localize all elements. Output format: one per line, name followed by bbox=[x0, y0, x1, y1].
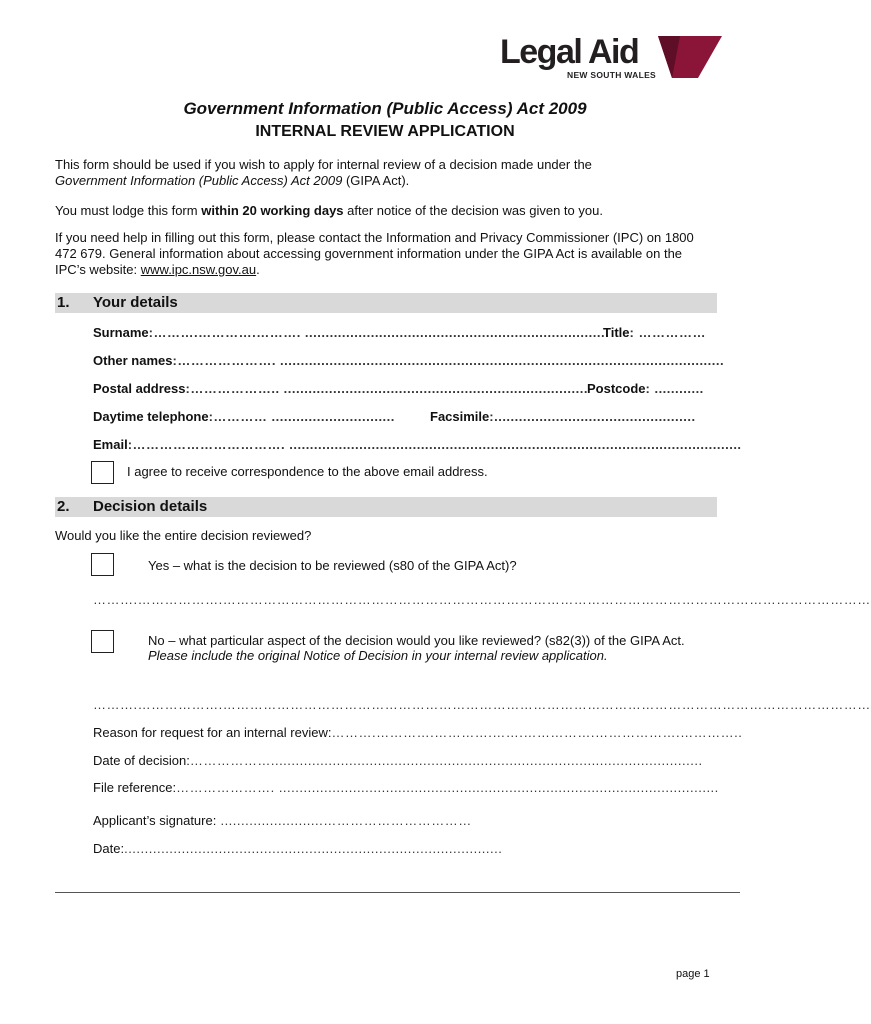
file-reference-field[interactable]: File reference:…………………. ........................................................................................................... bbox=[93, 780, 719, 795]
legal-aid-logo bbox=[500, 32, 722, 82]
decision-to-review-field[interactable]: ……….……………….……………………………………………………………………………………………………………………………… bbox=[93, 592, 871, 607]
section-title: Decision details bbox=[93, 498, 208, 515]
email-consent-label: I agree to receive correspondence to the above email address. bbox=[127, 464, 488, 479]
logo-wordmark: Legal Aid bbox=[500, 33, 639, 71]
postal-address-field[interactable]: Postal address:……………….. .......................................................................... Postcode: ............ bbox=[93, 381, 704, 396]
page-number: page 1 bbox=[676, 968, 710, 980]
section-1-header bbox=[55, 293, 717, 313]
daytime-telephone-field[interactable]: Daytime telephone:………… .............................. Facsimile:................................................. bbox=[93, 409, 696, 424]
section-number: 1. bbox=[57, 294, 70, 311]
reason-field[interactable]: Reason for request for an internal review:……….………….………….…….…………….……………….………….. bbox=[93, 725, 743, 740]
date-field[interactable]: Date:............................................................................................ bbox=[93, 841, 503, 856]
facsimile-label: Facsimile bbox=[430, 409, 490, 424]
aspect-to-review-field[interactable]: ……….……………….……………………………………………………………………………………………………………………………… bbox=[93, 697, 871, 712]
no-option-label: No – what particular aspect of the decision would you like reviewed? (s82(3)) of the GIPA Act. Please include the original Notice of Decision in your internal review application. bbox=[148, 633, 685, 663]
no-checkbox[interactable] bbox=[91, 630, 114, 653]
section-2-header bbox=[55, 497, 717, 517]
ipc-website-link[interactable]: www.ipc.nsw.gov.au bbox=[140, 262, 257, 277]
intro-paragraph-3: If you need help in filling out this form, please contact the Information and Privacy Commissioner (IPC) on 1800 472 679. General information about accessing government information under the GIPA Act is available on the IPC’s website: www.ipc.nsw.gov.au. bbox=[55, 230, 694, 277]
entire-decision-question: Would you like the entire decision reviewed? bbox=[55, 528, 312, 543]
document-subtitle: INTERNAL REVIEW APPLICATION bbox=[255, 123, 515, 140]
yes-option-label: Yes – what is the decision to be reviewed (s80 of the GIPA Act)? bbox=[148, 558, 517, 573]
yes-checkbox[interactable] bbox=[91, 553, 114, 576]
title-label: Title bbox=[603, 325, 630, 340]
intro-paragraph-2: You must lodge this form within 20 working days after notice of the decision was given to you. bbox=[55, 203, 603, 218]
signature-field[interactable]: Applicant’s signature: .........................…………………………… bbox=[93, 813, 472, 828]
logo-mark-icon bbox=[658, 34, 722, 78]
footer-divider bbox=[55, 892, 740, 893]
section-title: Your details bbox=[93, 294, 178, 311]
surname-field[interactable]: Surname:……….………….………. .......................................................................... Title: …………… bbox=[93, 325, 706, 340]
section-number: 2. bbox=[57, 498, 70, 515]
document-title: Government Information (Public Access) Act 2009 bbox=[183, 99, 587, 118]
intro-paragraph-1: This form should be used if you wish to apply for internal review of a decision made under the Government Information (Public Access) Act 2009 (GIPA Act). bbox=[55, 157, 592, 188]
email-consent-checkbox[interactable] bbox=[91, 461, 114, 484]
date-of-decision-field[interactable]: Date of decision:………………......................................................................................................... bbox=[93, 753, 703, 768]
logo-subtitle: NEW SOUTH WALES bbox=[567, 70, 657, 80]
email-field[interactable]: Email:……………………………. .............................................................................................................. bbox=[93, 437, 742, 452]
other-names-field[interactable]: Other names:…………………. ............................................................................................................ bbox=[93, 353, 725, 368]
postcode-label: Postcode bbox=[587, 381, 646, 396]
